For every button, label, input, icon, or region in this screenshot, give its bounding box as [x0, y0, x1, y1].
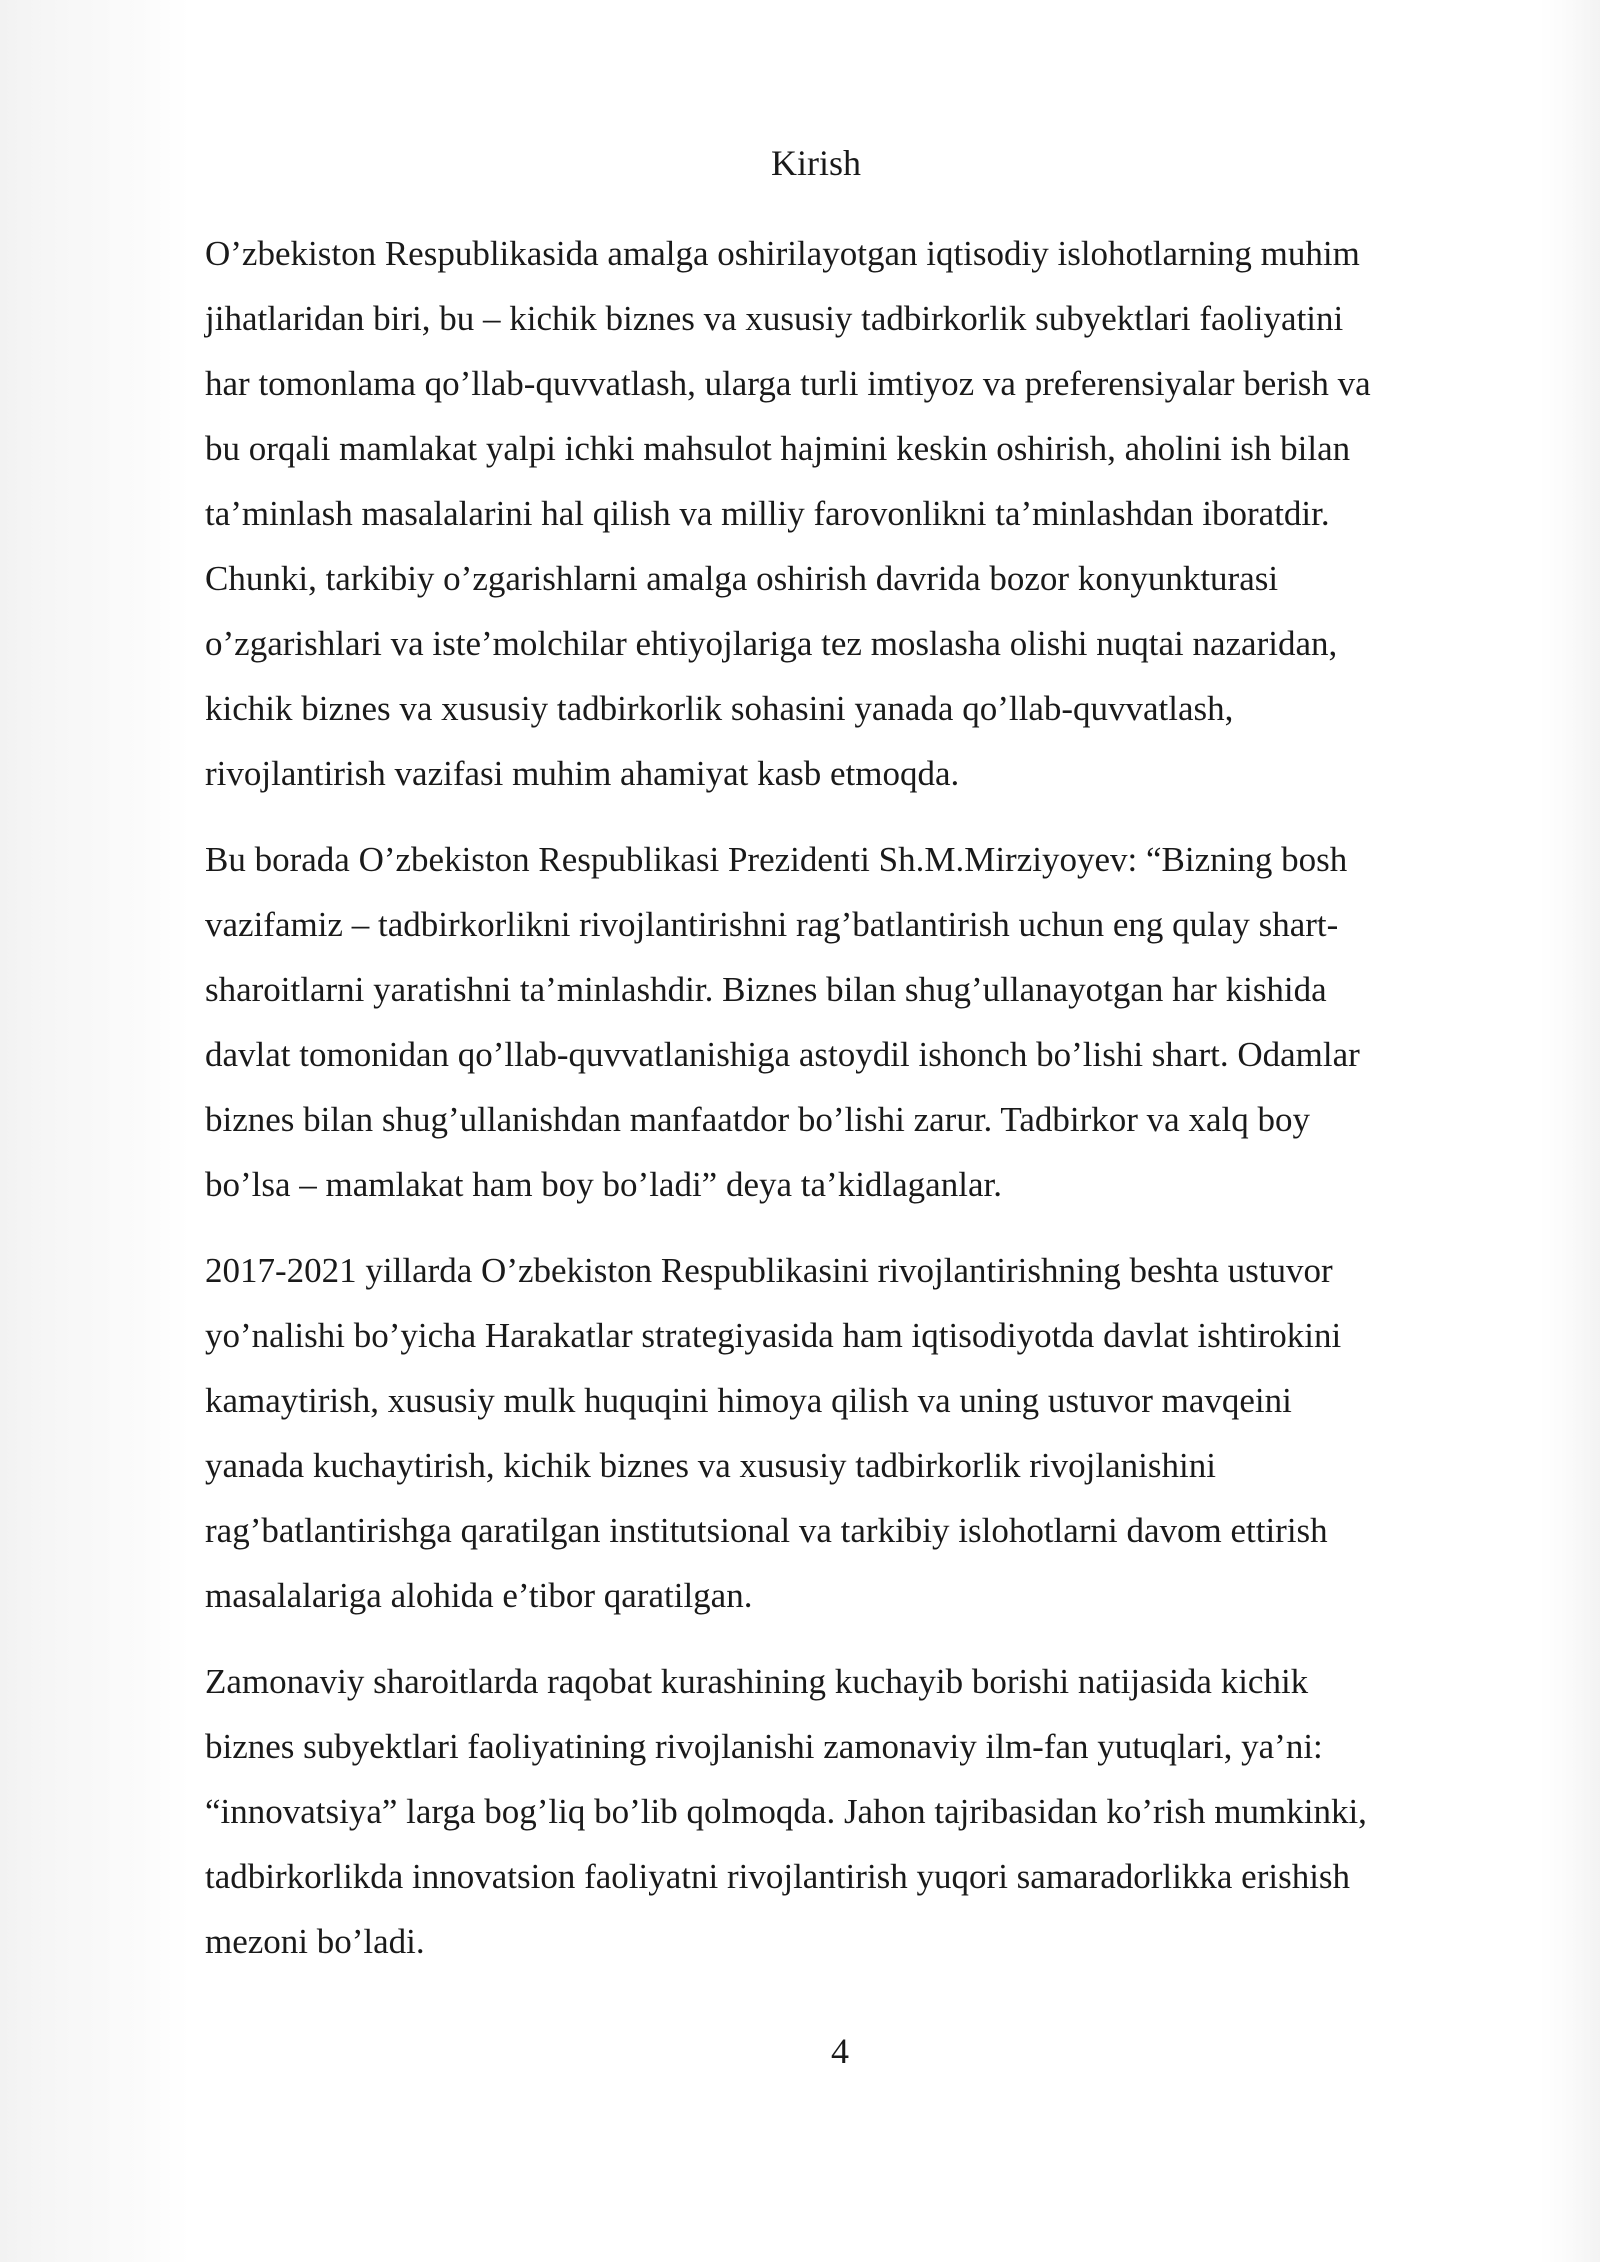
- text-line: mezoni bo’ladi.: [205, 1922, 425, 1961]
- text-line: masalalariga alohida e’tibor qaratilgan.: [205, 1576, 753, 1615]
- text-line: tadbirkorlikda innovatsion faoliyatni rivojlantirish yuqori samaradorlikka erishish: [205, 1857, 1351, 1896]
- text-line: 2017-2021 yillarda O’zbekiston Respublikasini rivojlantirishning beshta ustuvor: [205, 1251, 1333, 1290]
- text-line: Zamonaviy sharoitlarda raqobat kurashining kuchayib borishi natijasida kichik: [205, 1662, 1309, 1701]
- text-line: bo’lsa – mamlakat ham boy bo’ladi” deya ta’kidlaganlar.: [205, 1165, 1002, 1204]
- paragraph-1: [205, 221, 1475, 806]
- text-line: biznes bilan shug’ullanishdan manfaatdor bo’lishi zarur. Tadbirkor va xalq boy: [205, 1100, 1310, 1139]
- text-line: sharoitlarni yaratishni ta’minlashdir. Biznes bilan shug’ullanayotgan har kishida: [205, 970, 1327, 1009]
- text-line: ta’minlash masalalarini hal qilish va milliy farovonlikni ta’minlashdan iboratdir.: [205, 494, 1330, 533]
- text-line: Chunki, tarkibiy o’zgarishlarni amalga oshirish davrida bozor konyunkturasi: [205, 559, 1279, 598]
- paragraph-2: [205, 827, 1475, 1217]
- paragraph-3: [205, 1238, 1475, 1628]
- text-line: yanada kuchaytirish, kichik biznes va xususiy tadbirkorlik rivojlanishini: [205, 1446, 1216, 1485]
- text-line: O’zbekiston Respublikasida amalga oshirilayotgan iqtisodiy islohotlarning muhim: [205, 234, 1360, 273]
- text-line: vazifamiz – tadbirkorlikni rivojlantirishni rag’batlantirish uchun eng qulay shart-: [205, 905, 1339, 944]
- text-line: kichik biznes va xususiy tadbirkorlik sohasini yanada qo’llab-quvvatlash,: [205, 689, 1234, 728]
- page-left-shadow: [0, 0, 190, 2262]
- text-line: rivojlantirish vazifasi muhim ahamiyat kasb etmoqda.: [205, 754, 960, 793]
- text-line: o’zgarishlari va iste’molchilar ehtiyojlariga tez moslasha olishi nuqtai nazaridan,: [205, 624, 1338, 663]
- body-text: [205, 221, 1475, 1995]
- text-line: bu orqali mamlakat yalpi ichki mahsulot hajmini keskin oshirish, aholini ish bilan: [205, 429, 1351, 468]
- text-line: davlat tomonidan qo’llab-quvvatlanishiga astoydil ishonch bo’lishi shart. Odamlar: [205, 1035, 1360, 1074]
- text-line: kamaytirish, xususiy mulk huquqini himoya qilish va uning ustuvor mavqeini: [205, 1381, 1292, 1420]
- text-line: yo’nalishi bo’yicha Harakatlar strategiyasida ham iqtisodiyotda davlat ishtirokini: [205, 1316, 1342, 1355]
- text-line: Bu borada O’zbekiston Respublikasi Prezidenti Sh.M.Mirziyoyev: “Bizning bosh: [205, 840, 1348, 879]
- page-number: 4: [831, 2031, 849, 2071]
- text-line: har tomonlama qo’llab-quvvatlash, ularga turli imtiyoz va preferensiyalar berish va: [205, 364, 1371, 403]
- paragraph-4: [205, 1649, 1475, 1974]
- section-heading: Kirish: [771, 143, 861, 183]
- text-line: jihatlaridan biri, bu – kichik biznes va xususiy tadbirkorlik subyektlari faoliyatini: [205, 299, 1344, 338]
- text-line: “innovatsiya” larga bog’liq bo’lib qolmoqda. Jahon tajribasidan ko’rish mumkinki,: [205, 1792, 1367, 1831]
- page-right-shadow: [1540, 0, 1600, 2262]
- text-line: biznes subyektlari faoliyatining rivojlanishi zamonaviy ilm-fan yutuqlari, ya’ni:: [205, 1727, 1323, 1766]
- text-line: rag’batlantirishga qaratilgan institutsional va tarkibiy islohotlarni davom ettirish: [205, 1511, 1328, 1550]
